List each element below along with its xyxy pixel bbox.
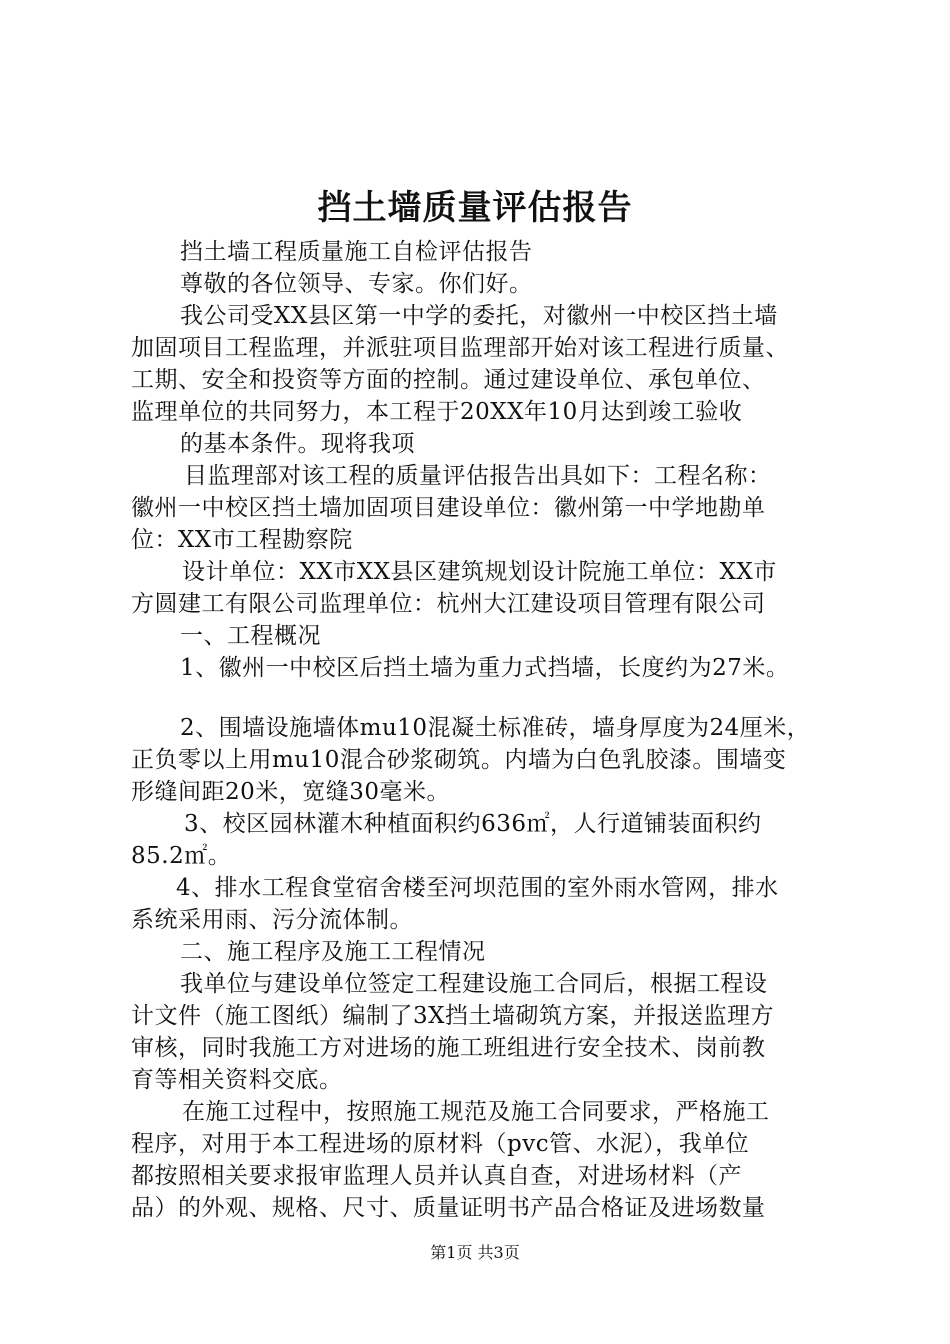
text-line: 育等相关资料交底。 bbox=[131, 1067, 343, 1093]
text-line: 设计单位：XX市XX县区建筑规划设计院施工单位：XX市 bbox=[182, 559, 777, 585]
text-line: 的基本条件。现将我项 bbox=[180, 431, 415, 457]
text-line: 4、排水工程食堂宿舍楼至河坝范围的室外雨水管网，排水 bbox=[176, 875, 779, 901]
text-line: 工期、安全和投资等方面的控制。通过建设单位、承包单位、 bbox=[131, 367, 766, 393]
text-line: 2、围墙设施墙体mu10混凝土标准砖，墙身厚度为24厘米， bbox=[180, 715, 811, 741]
text-line: 正负零以上用mu10混合砂浆砌筑。内墙为白色乳胶漆。围墙变 bbox=[131, 747, 787, 773]
text-line: 审核，同时我施工方对进场的施工班组进行安全技术、岗前教 bbox=[131, 1035, 766, 1061]
page-title: 挡土墙质量评估报告 bbox=[317, 188, 633, 228]
text-line: 都按照相关要求报审监理人员并认真自查，对进场材料（产 bbox=[131, 1163, 742, 1189]
section-heading: 二、施工程序及施工工程情况 bbox=[180, 939, 486, 965]
text-line: 徽州一中校区挡土墙加固项目建设单位：徽州第一中学地勘单 bbox=[131, 495, 766, 521]
text-line: 1、徽州一中校区后挡土墙为重力式挡墙，长度约为27米。 bbox=[180, 655, 790, 681]
text-line: 方圆建工有限公司监理单位：杭州大江建设项目管理有限公司 bbox=[131, 591, 766, 617]
text-line: 形缝间距20米，宽缝30毫米。 bbox=[131, 779, 451, 805]
text-line: 目监理部对该工程的质量评估报告出具如下：工程名称： bbox=[184, 463, 772, 489]
text-line: 程序，对用于本工程进场的原材料（pvc管、水泥），我单位 bbox=[131, 1131, 750, 1157]
text-line: 尊敬的各位领导、专家。你们好。 bbox=[180, 271, 533, 297]
text-line: 品）的外观、规格、尺寸、质量证明书产品合格证及进场数量 bbox=[131, 1195, 766, 1221]
text-line: 系统采用雨、污分流体制。 bbox=[131, 907, 413, 933]
text-line: 挡土墙工程质量施工自检评估报告 bbox=[180, 239, 533, 265]
text-line: 加固项目工程监理，并派驻项目监理部开始对该工程进行质量、 bbox=[131, 335, 789, 361]
text-line: 我公司受XX县区第一中学的委托，对徽州一中校区挡土墙 bbox=[180, 303, 778, 329]
text-line: 在施工过程中，按照施工规范及施工合同要求，严格施工 bbox=[182, 1099, 770, 1125]
text-line: 计文件（施工图纸）编制了3X挡土墙砌筑方案，并报送监理方 bbox=[131, 1003, 775, 1029]
text-line: 我单位与建设单位签定工程建设施工合同后，根据工程设 bbox=[180, 971, 768, 997]
page-footer: 第1页 共3页 bbox=[430, 1243, 520, 1262]
text-line: 监理单位的共同努力，本工程于20XX年10月达到竣工验收 bbox=[131, 399, 743, 425]
text-line: 85.2㎡。 bbox=[131, 843, 232, 869]
section-heading: 一、工程概况 bbox=[180, 623, 321, 649]
text-line: 3、校区园林灌木种植面积约636㎡，人行道铺装面积约 bbox=[184, 811, 762, 837]
text-line: 位：XX市工程勘察院 bbox=[131, 527, 353, 553]
